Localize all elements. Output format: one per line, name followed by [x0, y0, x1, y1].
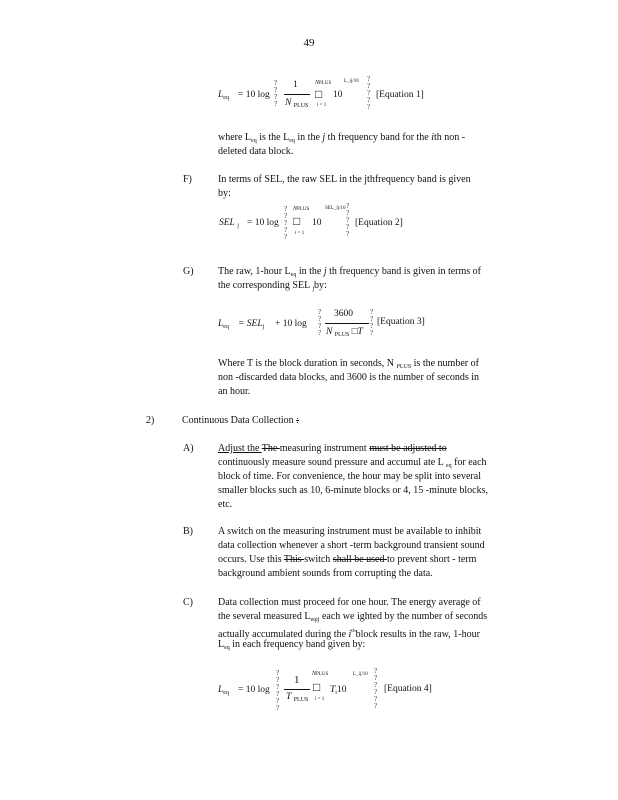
eq2-base: 10: [312, 218, 322, 228]
eq4-bracket-right: ? ? ? ? ? ?: [374, 667, 378, 710]
eq1-exponent: L_ij/10: [344, 79, 359, 84]
eq1-bracket-right: ? ? ? ? ?: [367, 75, 371, 111]
eq2-lhs: SEL $_j$: [219, 218, 239, 229]
eq4-numerator: 1: [294, 674, 300, 686]
item-a-line-4: smaller blocks such as 10, 6-minute blocks or 4, 15 -minute blocks,: [218, 485, 488, 496]
item-g-line-1: The raw, 1-hour $L_{eq}$ in the j th frequency band is given in terms of: [218, 266, 482, 278]
item-a-line-3: block of time. For convenience, the hour may be split into several: [218, 471, 481, 482]
eq4-fraction-line: [284, 689, 310, 690]
item-g-line-2: the corresponding SEL $_j$by:: [218, 280, 327, 292]
item-g-label: G): [183, 266, 194, 277]
item-c-line-2: the several measured $L_{eqij}$ each we ighted by the number of seconds: [218, 611, 488, 623]
eq2-lower-limit: i = 1: [295, 231, 305, 236]
where-3-line-2: non -discarded data blocks, and 3600 is the number of seconds in: [218, 372, 480, 383]
eq1-sum-icon: □: [315, 87, 323, 101]
item-a-label: A): [183, 443, 194, 454]
item-b-line-3: occurs. Use this This switch shall be used to prevent short - term: [218, 554, 477, 565]
eq4-ti: $T_i10$: [330, 685, 347, 696]
where-3-line-1: Where T is the block duration in seconds, N $_{PLUS}$ is the number of: [218, 358, 479, 370]
item-b-label: B): [183, 526, 193, 537]
eq2-equals: = 10 log: [247, 218, 279, 228]
eq4-lhs: $L_{eq}$: [218, 685, 229, 696]
eq3-equals-sel: = $SEL_j$: [238, 319, 265, 330]
item-b-line-2: data collection whenever a short -term background transient sound: [218, 540, 485, 551]
eq2-tag: [Equation 2]: [355, 218, 403, 228]
eq1-lower-limit: i = 1: [317, 103, 327, 108]
eq4-upper-limit: NPLUS: [312, 671, 329, 677]
item-c-line-1: Data collection must proceed for one hour. The energy average of: [218, 597, 481, 608]
eq4-equals: = 10 log: [238, 685, 270, 695]
eq3-bracket-left: ? ? ? ?: [318, 308, 322, 337]
item-c-label: C): [183, 597, 193, 608]
eq1-equals: = 10 log: [238, 90, 270, 100]
eq1-upper-limit: NPLUS: [315, 80, 332, 86]
eq1-fraction-line: [284, 94, 310, 95]
where-3-line-3: an hour.: [218, 386, 251, 397]
item-f-line-2: by:: [218, 188, 231, 199]
page-number: 49: [303, 37, 315, 49]
section-2-title: Continuous Data Collection :: [182, 415, 299, 426]
eq1-tag: [Equation 1]: [376, 90, 424, 100]
eq4-bracket-left: ? ? ? ? ? ?: [276, 669, 280, 712]
eq3-numerator: 3600: [334, 309, 353, 319]
eq3-fraction-line: [325, 323, 369, 324]
eq3-plus-log: + 10 log: [275, 319, 307, 329]
item-b-line-4: background ambient sounds from corrupting the data.: [218, 568, 433, 579]
eq2-bracket-right: ? ? ? ? ?: [346, 202, 350, 238]
eq2-exponent: SEL_ij/10: [325, 206, 346, 211]
item-a-line-2: continuously measure sound pressure and accumul ate L $_{eq}$ for each: [218, 457, 487, 469]
eq3-denominator: N $_{PLUS}$ □T: [326, 327, 363, 338]
eq3-bracket-right: ? ? ? ?: [370, 308, 374, 337]
eq1-lhs: $L_{eq}$: [218, 90, 229, 101]
eq4-tag: [Equation 4]: [384, 684, 432, 694]
eq3-tag: [Equation 3]: [377, 317, 425, 327]
item-f-line-1: In terms of SEL, the raw SEL in the jthfrequency band is given: [218, 174, 471, 185]
eq4-denominator: T $_{PLUS}$: [286, 692, 309, 703]
where-1-line-2: deleted data block.: [218, 146, 294, 157]
eq2-upper-limit: NPLUS: [293, 206, 310, 212]
item-b-line-1: A switch on the measuring instrument must be available to inhibit: [218, 526, 482, 537]
item-c-line-3: actually accumulated during the $i^{th}block$ results in the raw, 1-hour: [218, 628, 480, 640]
eq1-numerator: 1: [293, 80, 298, 90]
where-1-line-1: where $L_{eq}$ is the $L_{eq}$ in the j th frequency band for the ith non -: [218, 132, 466, 144]
eq2-bracket-left: ? ? ? ? ?: [284, 205, 288, 241]
eq1-denominator: N $_{PLUS}$: [285, 98, 309, 109]
item-f-label: F): [183, 174, 192, 185]
eq4-lower-limit: i = 1: [315, 697, 325, 702]
eq4-sum-icon: □: [313, 680, 321, 694]
eq2-sum-icon: □: [293, 214, 301, 228]
eq1-bracket-left: ? ? ? ?: [274, 79, 278, 108]
eq1-base: 10: [333, 90, 343, 100]
item-a-line-5: etc.: [218, 499, 233, 510]
eq4-exponent: L_ij/10: [353, 672, 368, 677]
eq3-lhs: $L_{eq}$: [218, 319, 229, 330]
section-2-label: 2): [146, 415, 155, 426]
item-a-line-1: Adjust the The measuring instrument must be adjusted to: [218, 443, 447, 454]
item-c-line-4: $L_{eq}$ in each frequency band given by:: [218, 639, 366, 651]
